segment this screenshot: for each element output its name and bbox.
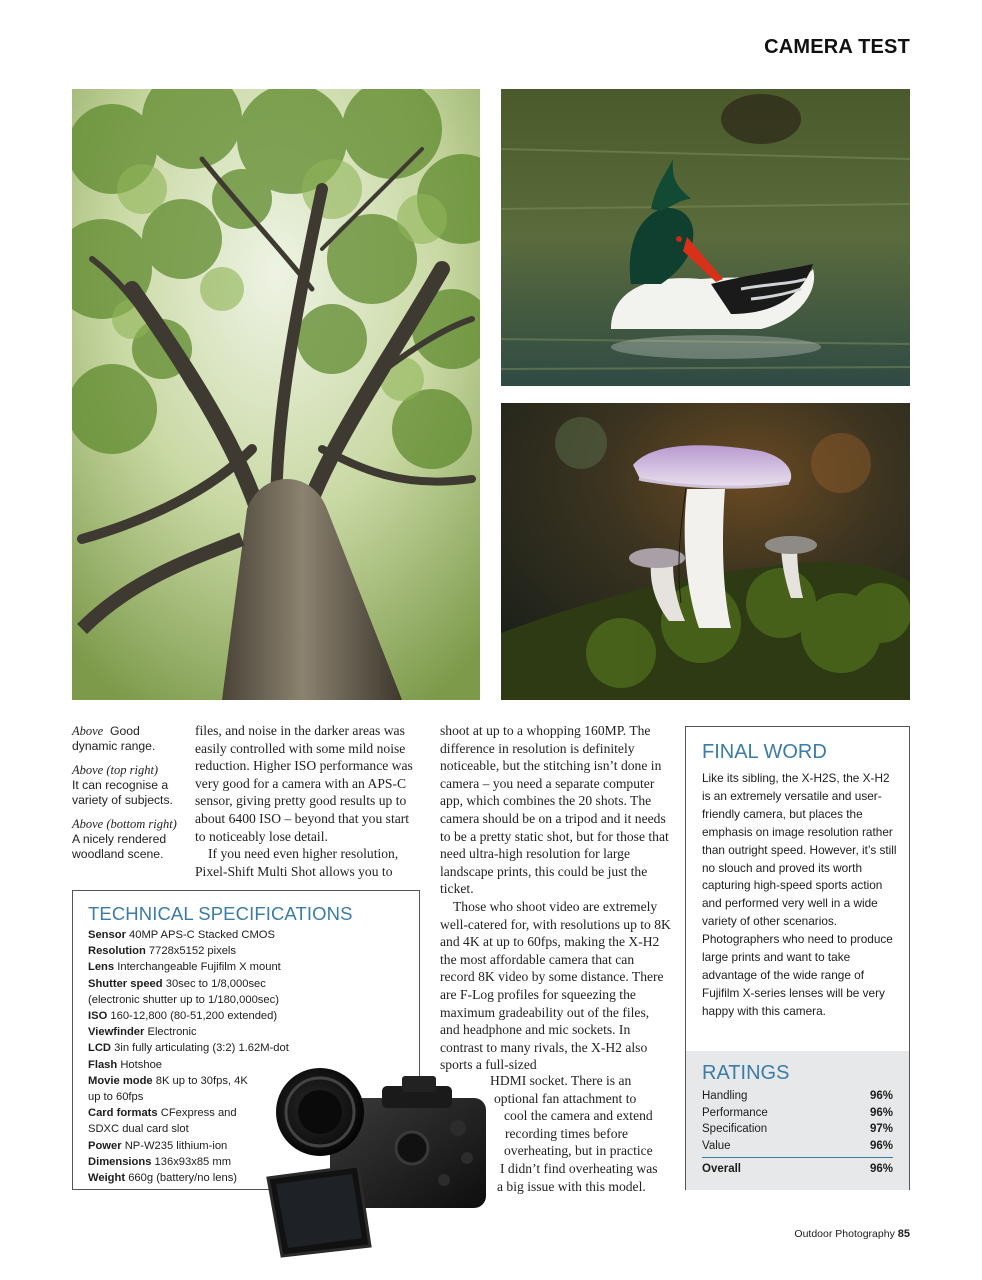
final-word-box xyxy=(685,726,910,1190)
spec-value: 3in fully articulating (3:2) 1.62M-dot xyxy=(114,1042,289,1055)
spec-value: 8K up to 30fps, 4K up to 60fps xyxy=(88,1074,248,1104)
rating-row-handling xyxy=(702,1090,893,1102)
section-title: CAMERA TEST xyxy=(764,36,910,58)
rating-label: Handling xyxy=(702,1090,748,1102)
rating-row-overall xyxy=(702,1163,893,1175)
page-number: 85 xyxy=(897,1228,910,1240)
spec-label: Shutter speed xyxy=(88,977,163,990)
spec-label: Resolution xyxy=(88,945,146,958)
caption-text: It can recognise a variety of subjects. xyxy=(72,778,173,807)
spec-item xyxy=(88,959,408,975)
spec-item xyxy=(88,927,408,943)
photo-captions xyxy=(72,724,184,871)
spec-item xyxy=(88,976,298,1008)
body-line: I didn’t find overheating was xyxy=(500,1161,658,1176)
spec-value: 136x93x85 mm xyxy=(154,1155,232,1168)
rating-label: Overall xyxy=(702,1163,741,1175)
spec-label: LCD xyxy=(88,1042,111,1055)
rating-value: 96% xyxy=(869,1090,893,1102)
spec-item xyxy=(88,1073,248,1105)
caption-label: Above (bottom right) xyxy=(72,817,177,831)
body-column-2 xyxy=(440,722,672,1074)
body-paragraph: files, and noise in the darker areas was easily controlled with some mild noise reduction. Higher ISO performance was very good for a camera with an APS-C sensor, giving pretty good results up to about 6400 ISO – beyond that you start to noticeably lose detail. xyxy=(195,723,413,844)
caption-label: Above (top right) xyxy=(72,763,159,777)
rating-value: 96% xyxy=(869,1139,893,1152)
spec-value: CFexpress and SDXC dual card slot xyxy=(88,1107,237,1136)
body-paragraph: Those who shoot video are extremely well-catered for, with resolutions up to 8K and 4K at up to 60fps, making the X-H2 the most affordable camera that can record 8K video by some distance. There are F-Log profiles for squeezing the maximum gradeability out of the files, and headphone and mic sockets. In contrast to many rivals, the X-H2 also sports a full-sized xyxy=(440,898,671,1073)
ratings-section xyxy=(686,1051,909,1190)
spec-label: Dimensions xyxy=(88,1155,152,1168)
rating-value: 96% xyxy=(869,1163,893,1175)
caption-label: Above xyxy=(72,724,104,738)
camera-image xyxy=(262,1058,494,1258)
rating-label: Performance xyxy=(702,1106,768,1119)
page-footer xyxy=(794,1228,910,1240)
spec-value: 160-12,800 (80-51,200 extended) xyxy=(110,1010,278,1023)
rating-value: 96% xyxy=(869,1106,893,1119)
spec-value: 30sec to 1/8,000sec (electronic shutter up to 1/180,000sec) xyxy=(88,977,279,1006)
mushroom-photo xyxy=(501,403,910,700)
spec-item xyxy=(88,1040,408,1056)
caption-3 xyxy=(72,817,184,862)
caption-1 xyxy=(72,724,184,754)
rating-row-specification xyxy=(702,1123,893,1135)
specs-title: TECHNICAL SPECIFICATIONS xyxy=(88,903,353,924)
spec-item xyxy=(88,1105,253,1137)
body-line: cool the camera and extend xyxy=(504,1108,653,1124)
ratings-divider xyxy=(702,1157,893,1158)
body-column-1 xyxy=(195,722,420,880)
final-word-title: FINAL WORD xyxy=(702,741,827,763)
caption-text: A nicely rendered woodland scene. xyxy=(72,832,167,861)
ratings-title: RATINGS xyxy=(702,1062,790,1084)
caption-text: Good dynamic range. xyxy=(72,724,156,753)
spec-label: Power xyxy=(88,1139,122,1152)
spec-item xyxy=(88,1024,408,1040)
body-line: a big issue with this model. xyxy=(497,1178,646,1194)
body-line: HDMI socket. There is an xyxy=(490,1073,632,1088)
body-line: optional fan attachment to xyxy=(494,1090,637,1106)
spec-value: Interchangeable Fujifilm X mount xyxy=(117,961,281,974)
rating-row-performance xyxy=(702,1107,893,1119)
final-word-section xyxy=(686,727,909,1051)
spec-label: Viewfinder xyxy=(88,1026,145,1039)
body-paragraph: If you need even higher resolution, Pixel-Shift Multi Shot allows you to xyxy=(195,846,399,879)
spec-label: Flash xyxy=(88,1058,118,1071)
body-line: recording times before xyxy=(505,1125,629,1141)
rating-value: 97% xyxy=(869,1123,893,1135)
rating-label: Specification xyxy=(702,1123,768,1135)
magazine-name: Outdoor Photography xyxy=(794,1228,895,1240)
spec-value: NP-W235 lithium-ion xyxy=(124,1139,228,1152)
body-paragraph: shoot at up to a whopping 160MP. The difference in resolution is definitely noticeable, but the stitching isn’t done in camera – you need a separate computer app, which combines the 20 shots. The camera should be on a tripod and it needs to be a pretty static shot, but for those that need ultra-high resolution for large landscape prints, this could be just the ticket. xyxy=(440,723,669,897)
spec-label: Weight xyxy=(88,1172,126,1185)
bird-photo xyxy=(501,89,910,386)
spec-label: ISO xyxy=(88,1010,108,1023)
spec-value: Electronic xyxy=(147,1026,197,1039)
tree-photo xyxy=(72,89,480,700)
rating-row-value xyxy=(702,1140,893,1152)
spec-value: 7728x5152 pixels xyxy=(148,945,237,958)
spec-value: Hotshoe xyxy=(120,1058,163,1071)
body-line: overheating, but in practice xyxy=(504,1143,653,1159)
spec-label: Card formats xyxy=(88,1107,158,1120)
spec-item xyxy=(88,1008,408,1024)
spec-label: Movie mode xyxy=(88,1074,153,1087)
spec-item xyxy=(88,943,408,959)
spec-value: 660g (battery/no lens) xyxy=(128,1172,238,1185)
spec-value: 40MP APS-C Stacked CMOS xyxy=(129,929,275,941)
spec-label: Lens xyxy=(88,961,115,974)
rating-label: Value xyxy=(702,1139,731,1152)
final-word-text: Like its sibling, the X-H2S, the X-H2 is an extremely versatile and user-friendly camera, but places the emphasis on image resolution rather than outright speed. However, it’s still no slouch and proved its worth capturing high-speed sports action and performed very well in a wide variety of other scenarios. Photographers who need to produce large prints and want to take advantage of the wide range of Fujifilm X-series lenses will be very happy with this camera. xyxy=(702,771,897,1018)
spec-label: Sensor xyxy=(88,929,126,941)
caption-2 xyxy=(72,763,184,808)
